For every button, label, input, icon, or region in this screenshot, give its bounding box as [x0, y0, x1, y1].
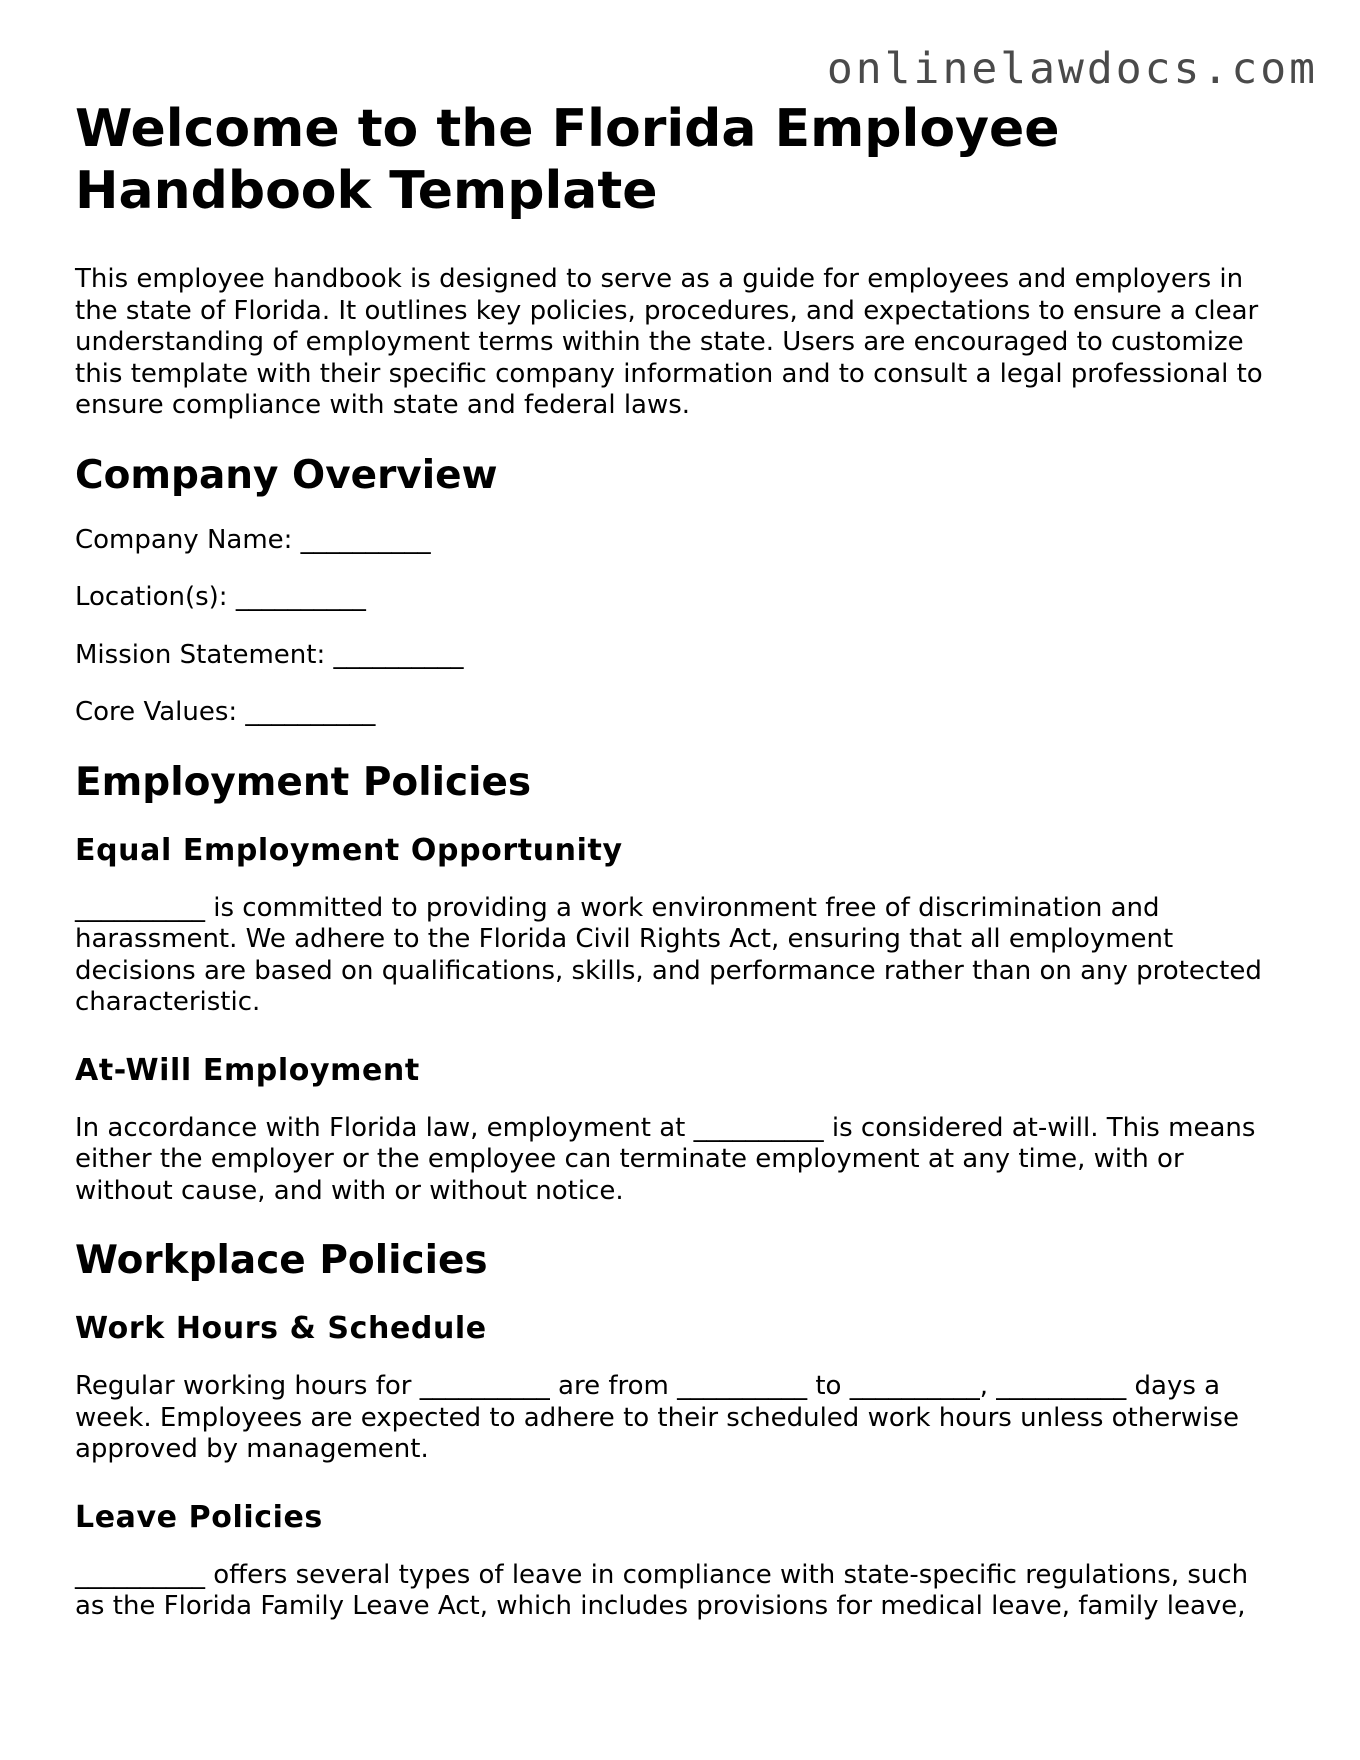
locations-field: Location(s): __________ [75, 582, 366, 612]
document-page [75, 98, 1285, 1656]
document-title: Welcome to the Florida Employee Handbook Template [75, 99, 1060, 221]
eeo-heading: Equal Employment Opportunity [75, 832, 623, 868]
workplace-policies-section [75, 1237, 1285, 1623]
company-overview-section [75, 452, 1285, 729]
leave-policies-paragraph: __________ offers several types of leave in compliance with state-specific regulations, such as the Florida Family Leave Act, which includes provisions for medical leave, family leave, [75, 1559, 1249, 1621]
work-hours-heading: Work Hours & Schedule [75, 1311, 487, 1346]
intro-paragraph: This employee handbook is designed to serve as a guide for employees and employers in the state of Florida. It outlines key policies, procedures, and expectations to ensure a clear understanding of employment terms within the state. Users are encouraged to customize this template with their specific company information and to consult a legal professional to ensure compliance with state and federal laws. [75, 264, 1263, 420]
employment-policies-section [75, 759, 1285, 1208]
watermark: onlinelawdocs.com [826, 44, 1318, 94]
at-will-heading: At-Will Employment [75, 1052, 420, 1088]
leave-policies-heading: Leave Policies [75, 1499, 323, 1535]
employment-policies-heading: Employment Policies [75, 759, 532, 805]
company-name-field: Company Name: __________ [75, 524, 431, 555]
eeo-paragraph: __________ is committed to providing a work environment free of discrimination and harassment. We adhere to the Florida Civil Rights Act, ensuring that all employment decisions are based on qualifications, skills, and performance rather than on any protected characteristic. [75, 892, 1262, 1017]
mission-statement-field: Mission Statement: __________ [75, 639, 464, 670]
work-hours-paragraph: Regular working hours for __________ are from __________ to __________, __________ days a week. Employees are expected to adhere to their scheduled work hours unless otherwise approved by management. [75, 1371, 1239, 1464]
company-overview-heading: Company Overview [75, 452, 498, 498]
core-values-field: Core Values: __________ [75, 697, 376, 727]
at-will-paragraph: In accordance with Florida law, employment at __________ is considered at-will. This means either the employer or the employee can terminate employment at any time, with or without cause, and with or without notice. [75, 1112, 1256, 1206]
workplace-policies-heading: Workplace Policies [75, 1238, 488, 1283]
